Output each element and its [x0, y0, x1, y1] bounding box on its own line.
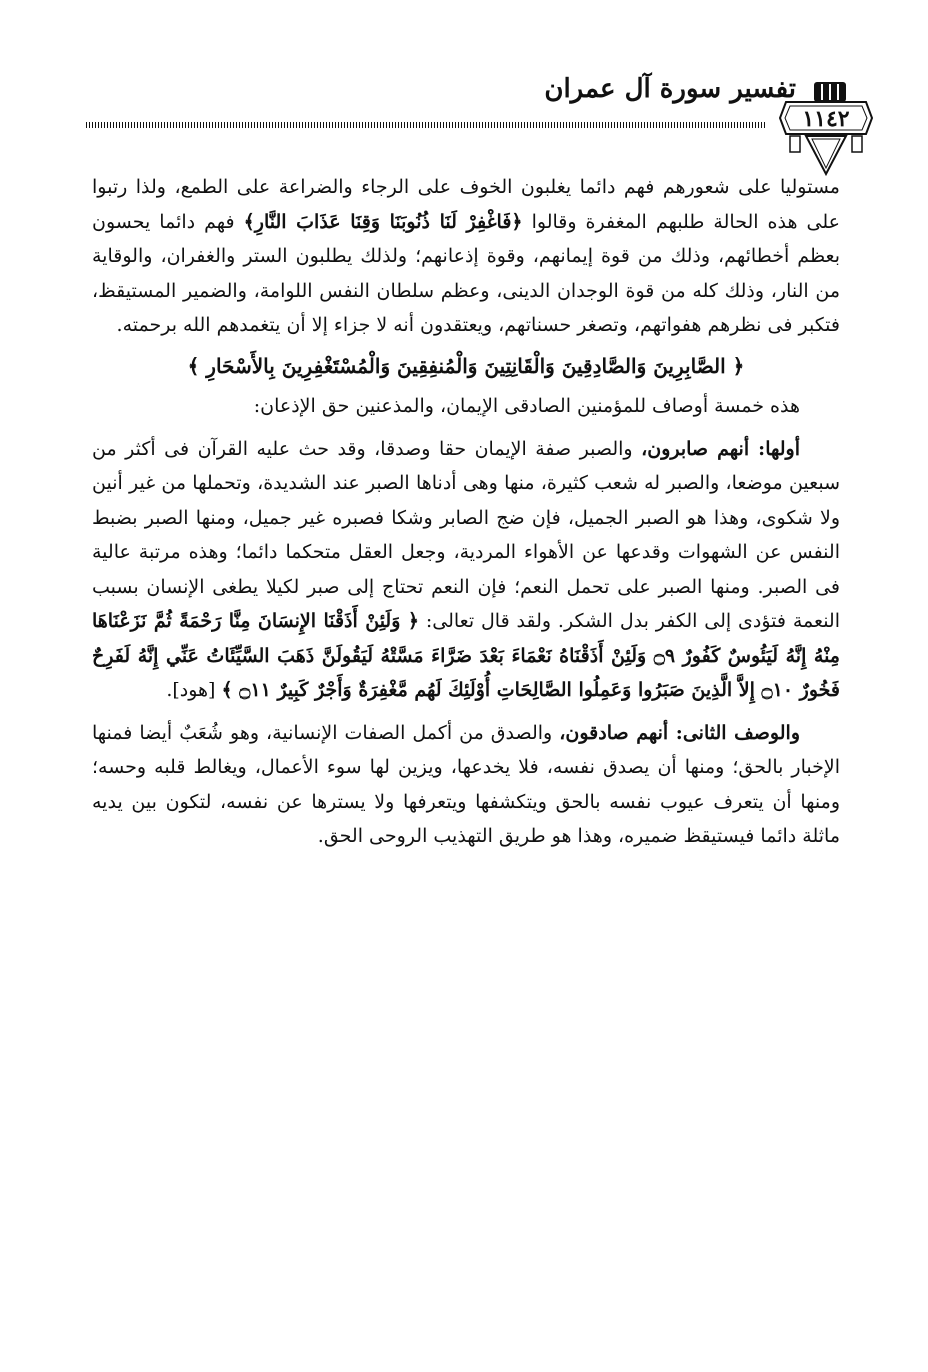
- paragraph: [92, 170, 840, 343]
- paragraph-text: فهم دائما يحسون بعظم أخطائهم، وذلك من قوة إيمانهم، وقوة إذعانهم؛ ولذلك يطلبون الستر والغفران، والوقاية من النار، وذلك كله من قوة الوجدان الدينى، وعظم سلطان النفس اللوامة، والضمير المستيقظ، فتكبر فى نظرهم هفواتهم، وتصغر حسناتهم، ويعتقدون أنه لا جزاء إلا أن يتغمدهم الله برحمته.: [92, 210, 840, 336]
- page-header: [86, 60, 856, 160]
- paragraph: هذه خمسة أوصاف للمؤمنين الصادقى الإيمان، والمذعنين حق الإذعان:: [253, 395, 800, 417]
- verse-reference: [هود].: [166, 679, 216, 701]
- page-body: [92, 170, 840, 854]
- paragraph-text: والصدق من أكمل الصفات الإنسانية، وهو شُعَبٌ أيضا فمنها الإخبار بالحق؛ ومنها أن يصدق نفسه، فلا يخدعها، ويزين لها سوء الأعمال، ويغالط قلبه وحسه؛ ومنها أن يتعرف عيوب نفسه بالحق ويتكشفها ويتعرفها ولا يسترها عن نفسه، لتكون بين يديه ماثلة دائما فيستيقظ ضميره، وهذا هو طريق التهذيب الروحى الحق.: [92, 721, 840, 847]
- paragraph: [92, 716, 840, 854]
- header-rule: [86, 122, 766, 128]
- running-title: تفسير سورة آل عمران: [544, 74, 796, 104]
- paragraph: [92, 432, 840, 708]
- quran-verse: ﴿ وَلَئِنْ أَذَقْنَا الإِنسَانَ مِنَّا رَحْمَةً ثُمَّ نَزَعْنَاهَا مِنْهُ إِنَّهُ لَيَئُوسٌ كَفُورٌ ۝٩ وَلَئِنْ أَذَقْنَاهُ نَعْمَاءَ بَعْدَ ضَرَّاءَ مَسَّتْهُ لَيَقُولَنَّ ذَهَبَ السَّيِّئَاتُ عَنِّي إِنَّهُ لَفَرِحٌ فَخُورٌ ۝١٠ إِلاَّ الَّذِينَ صَبَرُوا وَعَمِلُوا الصَّالِحَاتِ أُوْلَئِكَ لَهُم مَّغْفِرَةٌ وَأَجْرٌ كَبِيرٌ ۝١١ ﴾: [92, 610, 840, 701]
- quran-verse: ﴿فَاغْفِرْ لَنَا ذُنُوبَنَا وَقِنَا عَذَابَ النَّارِ﴾: [243, 210, 523, 233]
- paragraph-lead: أولها: أنهم صابرون،: [641, 437, 800, 460]
- paragraph-text: مستوليا على شعورهم فهم دائما يغلبون الخوف على الرجاء والضراعة على الطمع، ولذا رتبوا على هذه الحالة طلبهم المغفرة وقالوا: [92, 176, 840, 233]
- section-verse-heading: ﴿ الصَّابِرِينَ وَالصَّادِقِينَ وَالْقَانِتِينَ وَالْمُنفِقِينَ وَالْمُسْتَغْفِرِينَ بِالأَسْحَارِ ﴾: [187, 353, 745, 378]
- page-number: ١١٤٢: [802, 106, 850, 132]
- paragraph-text: والصبر صفة الإيمان حقا وصدقا، وقد حث عليه القرآن فى أكثر من سبعين موضعا، والصبر له شعب كثيرة، منها وهى أدناها الصبر عند الشديدة، وتحملها من غير أنين ولا شكوى، وهذا هو الصبر الجميل، فإن ضج الصابر وشكا فصبره غير جميل، ومنها الصبر بضبط النفس عن الشهوات وقدعها عن الأهواء المردية، وجعل العقل متحكما دائما؛ وهذه مرتبة عالية فى الصبر. ومنها الصبر على تحمل النعم؛ فإن النعم تحتاج إلى صبر لكيلا يطغى الإنسان بسبب النعمة فتؤدى إلى الكفر بدل الشكر. ولقد قال تعالى:: [92, 437, 841, 632]
- paragraph-lead: والوصف الثانى: أنهم صادقون،: [559, 721, 800, 744]
